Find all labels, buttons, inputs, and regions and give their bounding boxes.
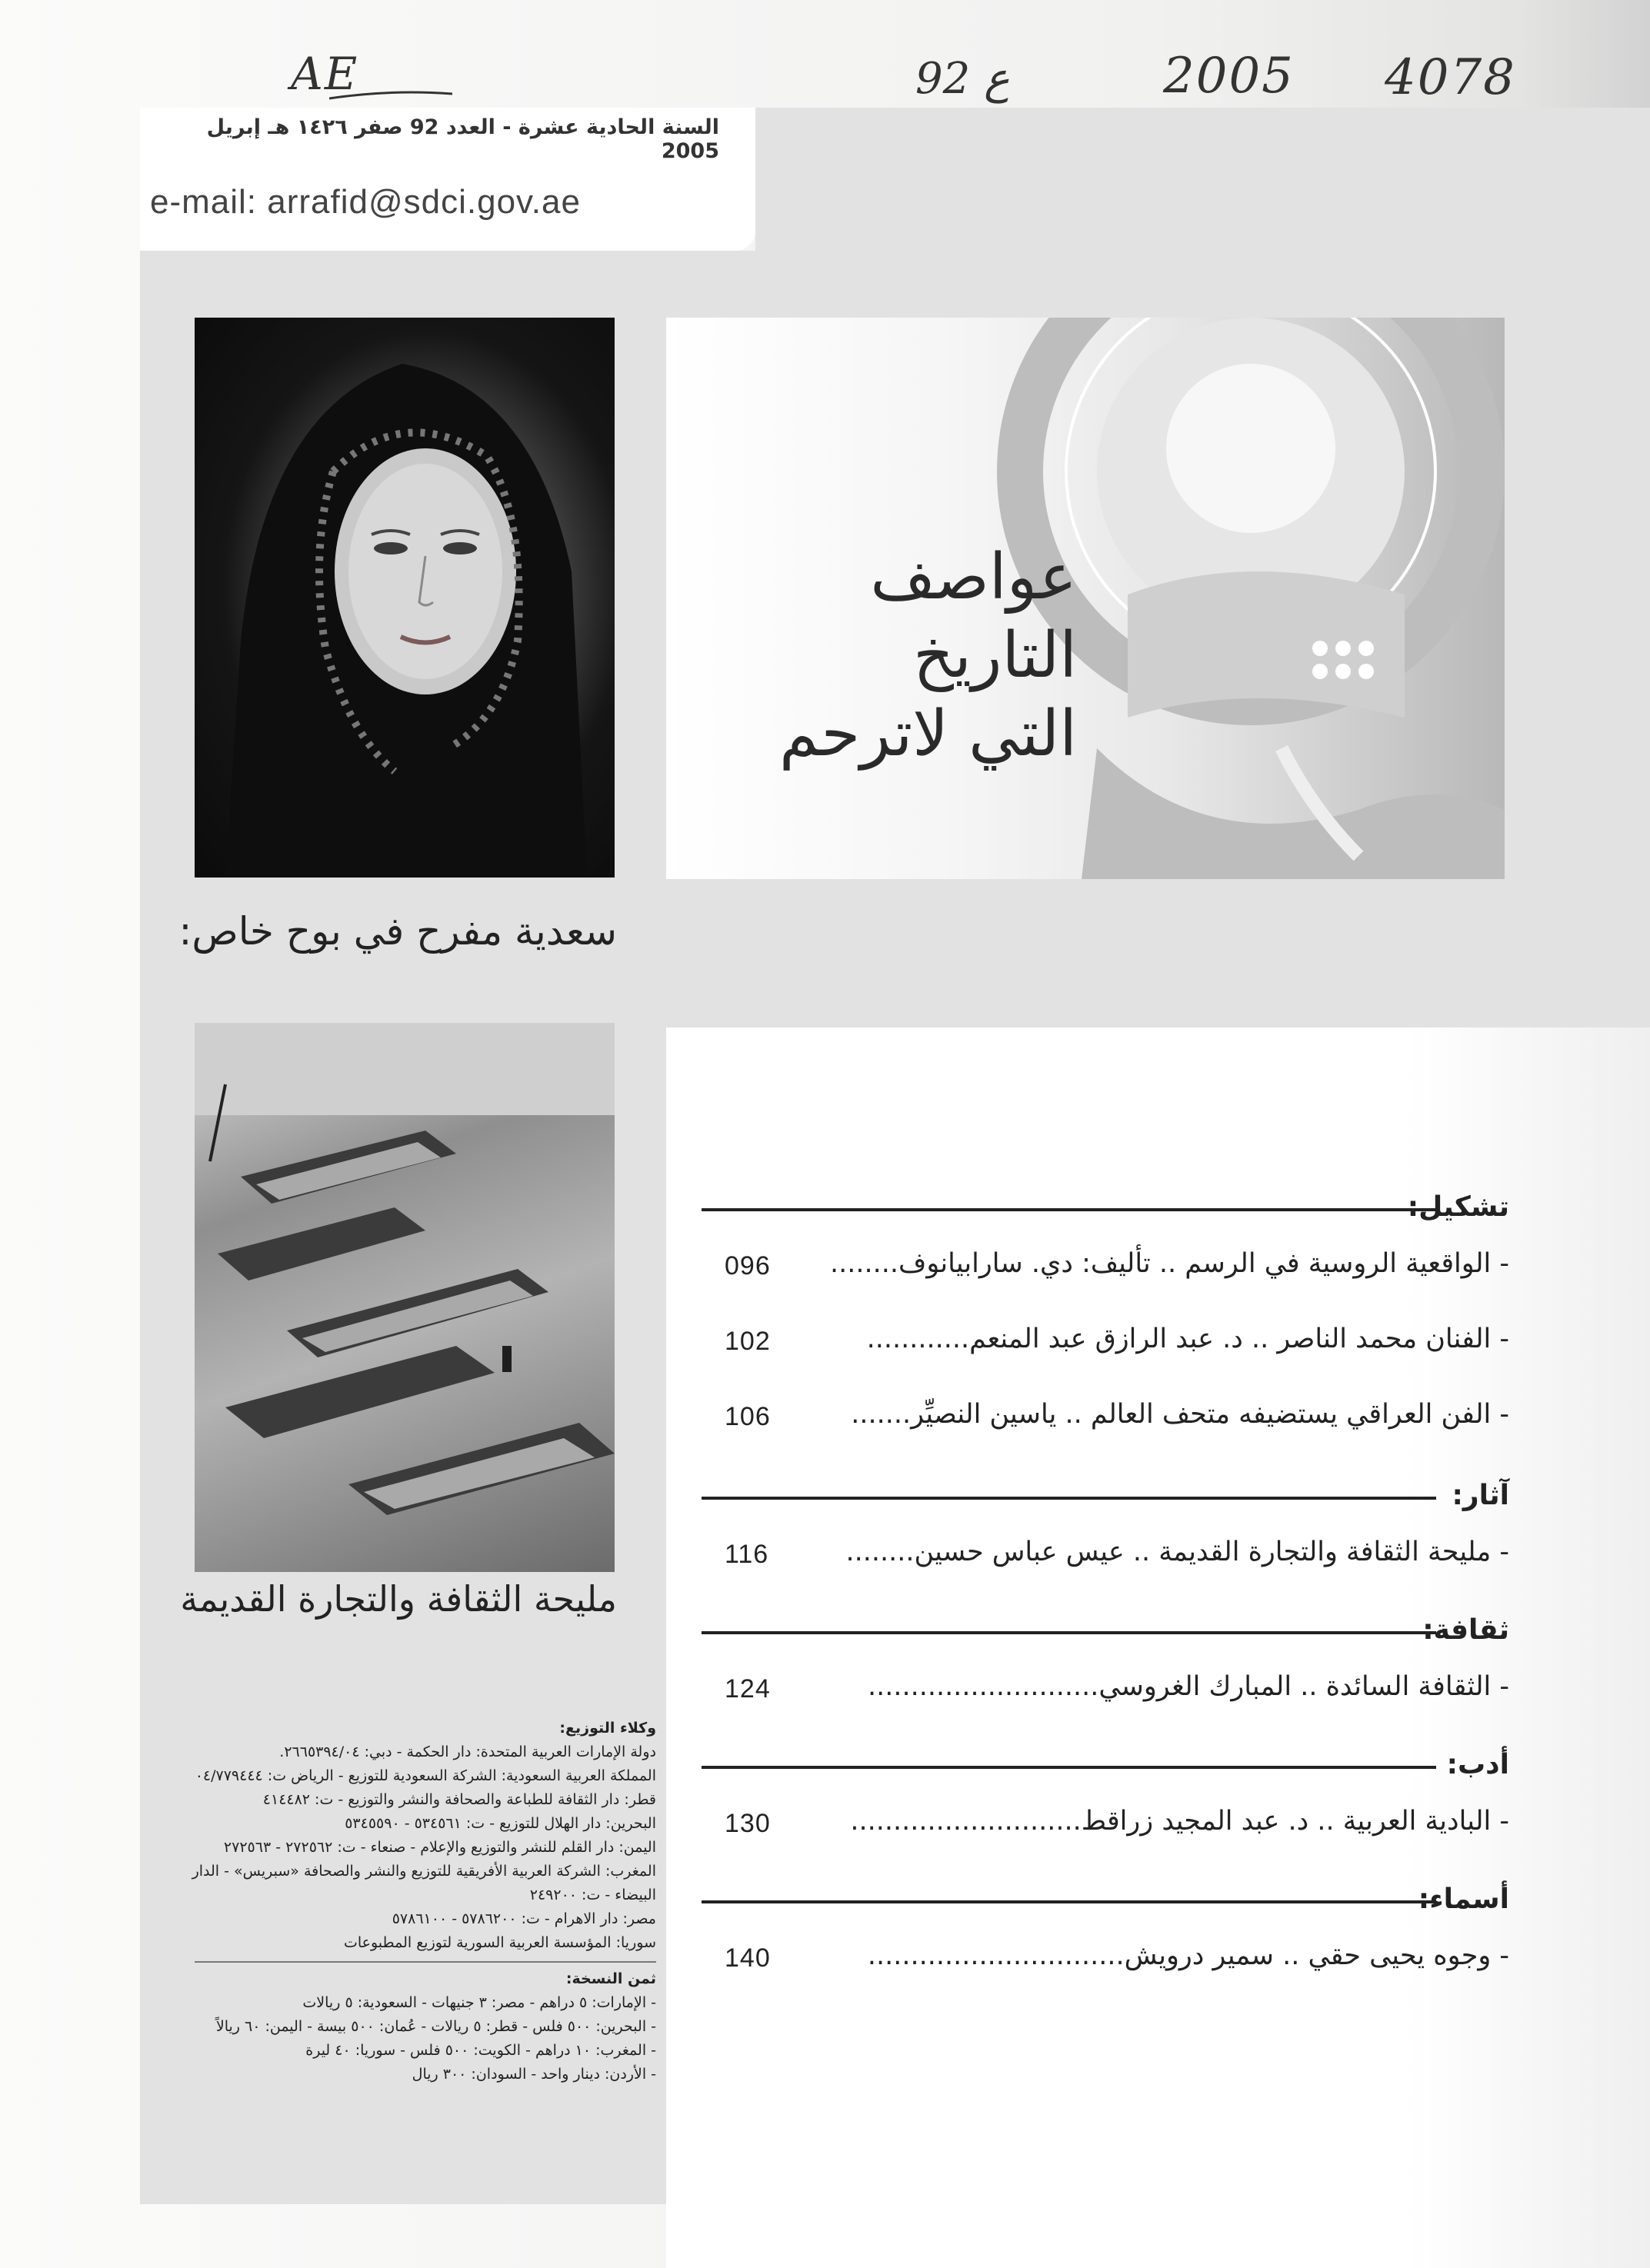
distribution-line: دولة الإمارات العربية المتحدة: دار الحكمة - دبي: ٢٦٦٥٣٩٤/٠٤. bbox=[279, 1743, 656, 1760]
distribution-info bbox=[192, 1717, 656, 2086]
handwritten-underline bbox=[329, 88, 452, 103]
excavation-illustration bbox=[195, 1023, 615, 1572]
section-title: أسماء: bbox=[1418, 1883, 1509, 1915]
handwritten-note-number: 4078 bbox=[1385, 49, 1516, 106]
table-of-contents bbox=[702, 1188, 1509, 2015]
distribution-line: قطر: دار الثقافة للطباعة والصحافة والنشر والتوزيع - ت: ٤١٤٤٨٢ bbox=[262, 1791, 656, 1808]
section-title: آثار: bbox=[1452, 1480, 1509, 1511]
toc-entry[interactable] bbox=[702, 1792, 1509, 1867]
distribution-divider bbox=[195, 1961, 656, 1963]
distribution-heading: وكلاء التوزيع: bbox=[559, 1720, 656, 1737]
section-rule bbox=[702, 1766, 1436, 1769]
excavation-caption: مليحة الثقافة والتجارة القديمة bbox=[180, 1578, 617, 1620]
price-line: - الأردن: دينار واحد - السودان: ٣٠٠ ريال bbox=[412, 2066, 656, 2083]
hero-title-line1: عواصف bbox=[870, 541, 1077, 614]
toc-entry[interactable] bbox=[702, 1523, 1509, 1598]
hero-title bbox=[677, 538, 1077, 774]
toc-section bbox=[702, 1188, 1509, 1477]
excavation-photo bbox=[195, 1023, 615, 1572]
price-heading: ثمن النسخة: bbox=[565, 1970, 656, 1987]
header-gray-band bbox=[755, 108, 1650, 251]
toc-section bbox=[702, 1746, 1509, 1880]
section-rule bbox=[702, 1631, 1436, 1634]
distribution-line: المغرب: الشركة العربية الأفريقية للتوزيع والنشر والصحافة «سبريس» - الدار bbox=[192, 1863, 656, 1880]
toc-entry[interactable] bbox=[702, 1385, 1509, 1460]
distribution-line: سوريا: المؤسسة العربية السورية لتوزيع المطبوعات bbox=[343, 1934, 656, 1951]
toc-entry-text: - الفنان محمد الناصر .. د. عبد الرازق عبد المنعم............ bbox=[866, 1324, 1509, 1354]
section-title: تشكيل: bbox=[1407, 1191, 1509, 1223]
toc-page-number: 116 bbox=[725, 1540, 769, 1569]
toc-page-number: 130 bbox=[725, 1809, 771, 1838]
toc-entry-text: - الفن العراقي يستضيفه متحف العالم .. ياسين النصيِّر....... bbox=[851, 1399, 1509, 1430]
toc-page-number: 140 bbox=[725, 1943, 771, 1973]
toc-page-number: 096 bbox=[725, 1251, 771, 1281]
toc-section-header bbox=[702, 1477, 1509, 1523]
toc-section-header bbox=[702, 1188, 1509, 1234]
hero-title-line3: التي لاترحم bbox=[778, 698, 1077, 771]
toc-section bbox=[702, 1611, 1509, 1746]
price-line: - المغرب: ١٠ دراهم - الكويت: ٥٠٠ فلس - سوريا: ٤٠ ليرة bbox=[305, 2042, 656, 2059]
section-rule bbox=[702, 1497, 1436, 1500]
email-address[interactable]: e-mail: arrafid@sdci.gov.ae bbox=[150, 183, 581, 221]
toc-page-number: 124 bbox=[725, 1674, 771, 1703]
distribution-line: البحرين: دار الهلال للتوزيع - ت: ٥٣٤٥٦١ - ٥٣٤٥٥٩٠ bbox=[345, 1815, 656, 1832]
distribution-line: البيضاء - ت: ٢٤٩٢٠٠ bbox=[529, 1887, 656, 1903]
handwritten-note-issue: 92 ع bbox=[915, 54, 1010, 104]
toc-entry[interactable] bbox=[702, 1310, 1509, 1385]
distribution-line: مصر: دار الاهرام - ت: ٥٧٨٦٢٠٠ - ٥٧٨٦١٠٠ bbox=[392, 1910, 656, 1927]
toc-entry[interactable] bbox=[702, 1657, 1509, 1733]
section-title: أدب: bbox=[1446, 1749, 1509, 1780]
section-rule bbox=[702, 1900, 1436, 1903]
distribution-line: اليمن: دار القلم للنشر والتوزيع والإعلام - صنعاء - ت: ٢٧٢٥٦٢ - ٢٧٢٥٦٣ bbox=[223, 1839, 656, 1856]
toc-entry-text: - مليحة الثقافة والتجارة القديمة .. عيس عباس حسين........ bbox=[845, 1537, 1509, 1567]
toc-section-header bbox=[702, 1880, 1509, 1927]
portrait-photo bbox=[195, 318, 615, 878]
hero-title-line2: التاريخ bbox=[913, 619, 1077, 692]
toc-page-number: 106 bbox=[725, 1402, 771, 1431]
section-rule bbox=[702, 1208, 1436, 1211]
toc-entry-text: - الواقعية الروسية في الرسم .. تأليف: دي. سارابيانوف........ bbox=[830, 1248, 1509, 1279]
portrait-caption: سعدية مفرح في بوح خاص: bbox=[178, 909, 617, 954]
toc-section-header bbox=[702, 1611, 1509, 1657]
handwritten-note-year: 2005 bbox=[1163, 48, 1295, 105]
toc-entry-text: - الثقافة السائدة .. المبارك الغروسي........................... bbox=[867, 1671, 1509, 1702]
toc-section-header bbox=[702, 1746, 1509, 1792]
distribution-line: المملكة العربية السعودية: الشركة السعودية للتوزيع - الرياض ت: ٠٤/٧٧٩٤٤٤ bbox=[195, 1767, 656, 1784]
issue-line: السنة الحادية عشرة - العدد 92 صفر ١٤٢٦ هـ إبريل 2005 bbox=[206, 115, 719, 163]
toc-page-number: 102 bbox=[725, 1327, 771, 1356]
toc-entry-text: - وجوه يحيى حقي .. سمير درويش.............................. bbox=[867, 1940, 1509, 1971]
toc-section bbox=[702, 1477, 1509, 1611]
toc-entry[interactable] bbox=[702, 1927, 1509, 2002]
toc-entry[interactable] bbox=[702, 1234, 1509, 1310]
toc-section bbox=[702, 1880, 1509, 2015]
handwritten-initials: AE bbox=[291, 48, 358, 100]
portrait-illustration bbox=[195, 318, 615, 878]
section-title: ثقافة: bbox=[1422, 1614, 1509, 1646]
price-line: - البحرين: ٥٠٠ فلس - قطر: ٥ ريالات - عُمان: ٥٠٠ بيسة - اليمن: ٦٠ ريالاً bbox=[215, 2018, 656, 2035]
price-line: - الإمارات: ٥ دراهم - مصر: ٣ جنيهات - السعودية: ٥ ريالات bbox=[302, 1994, 656, 2011]
toc-entry-text: - البادية العربية .. د. عبد المجيد زراقط........................... bbox=[850, 1806, 1509, 1837]
